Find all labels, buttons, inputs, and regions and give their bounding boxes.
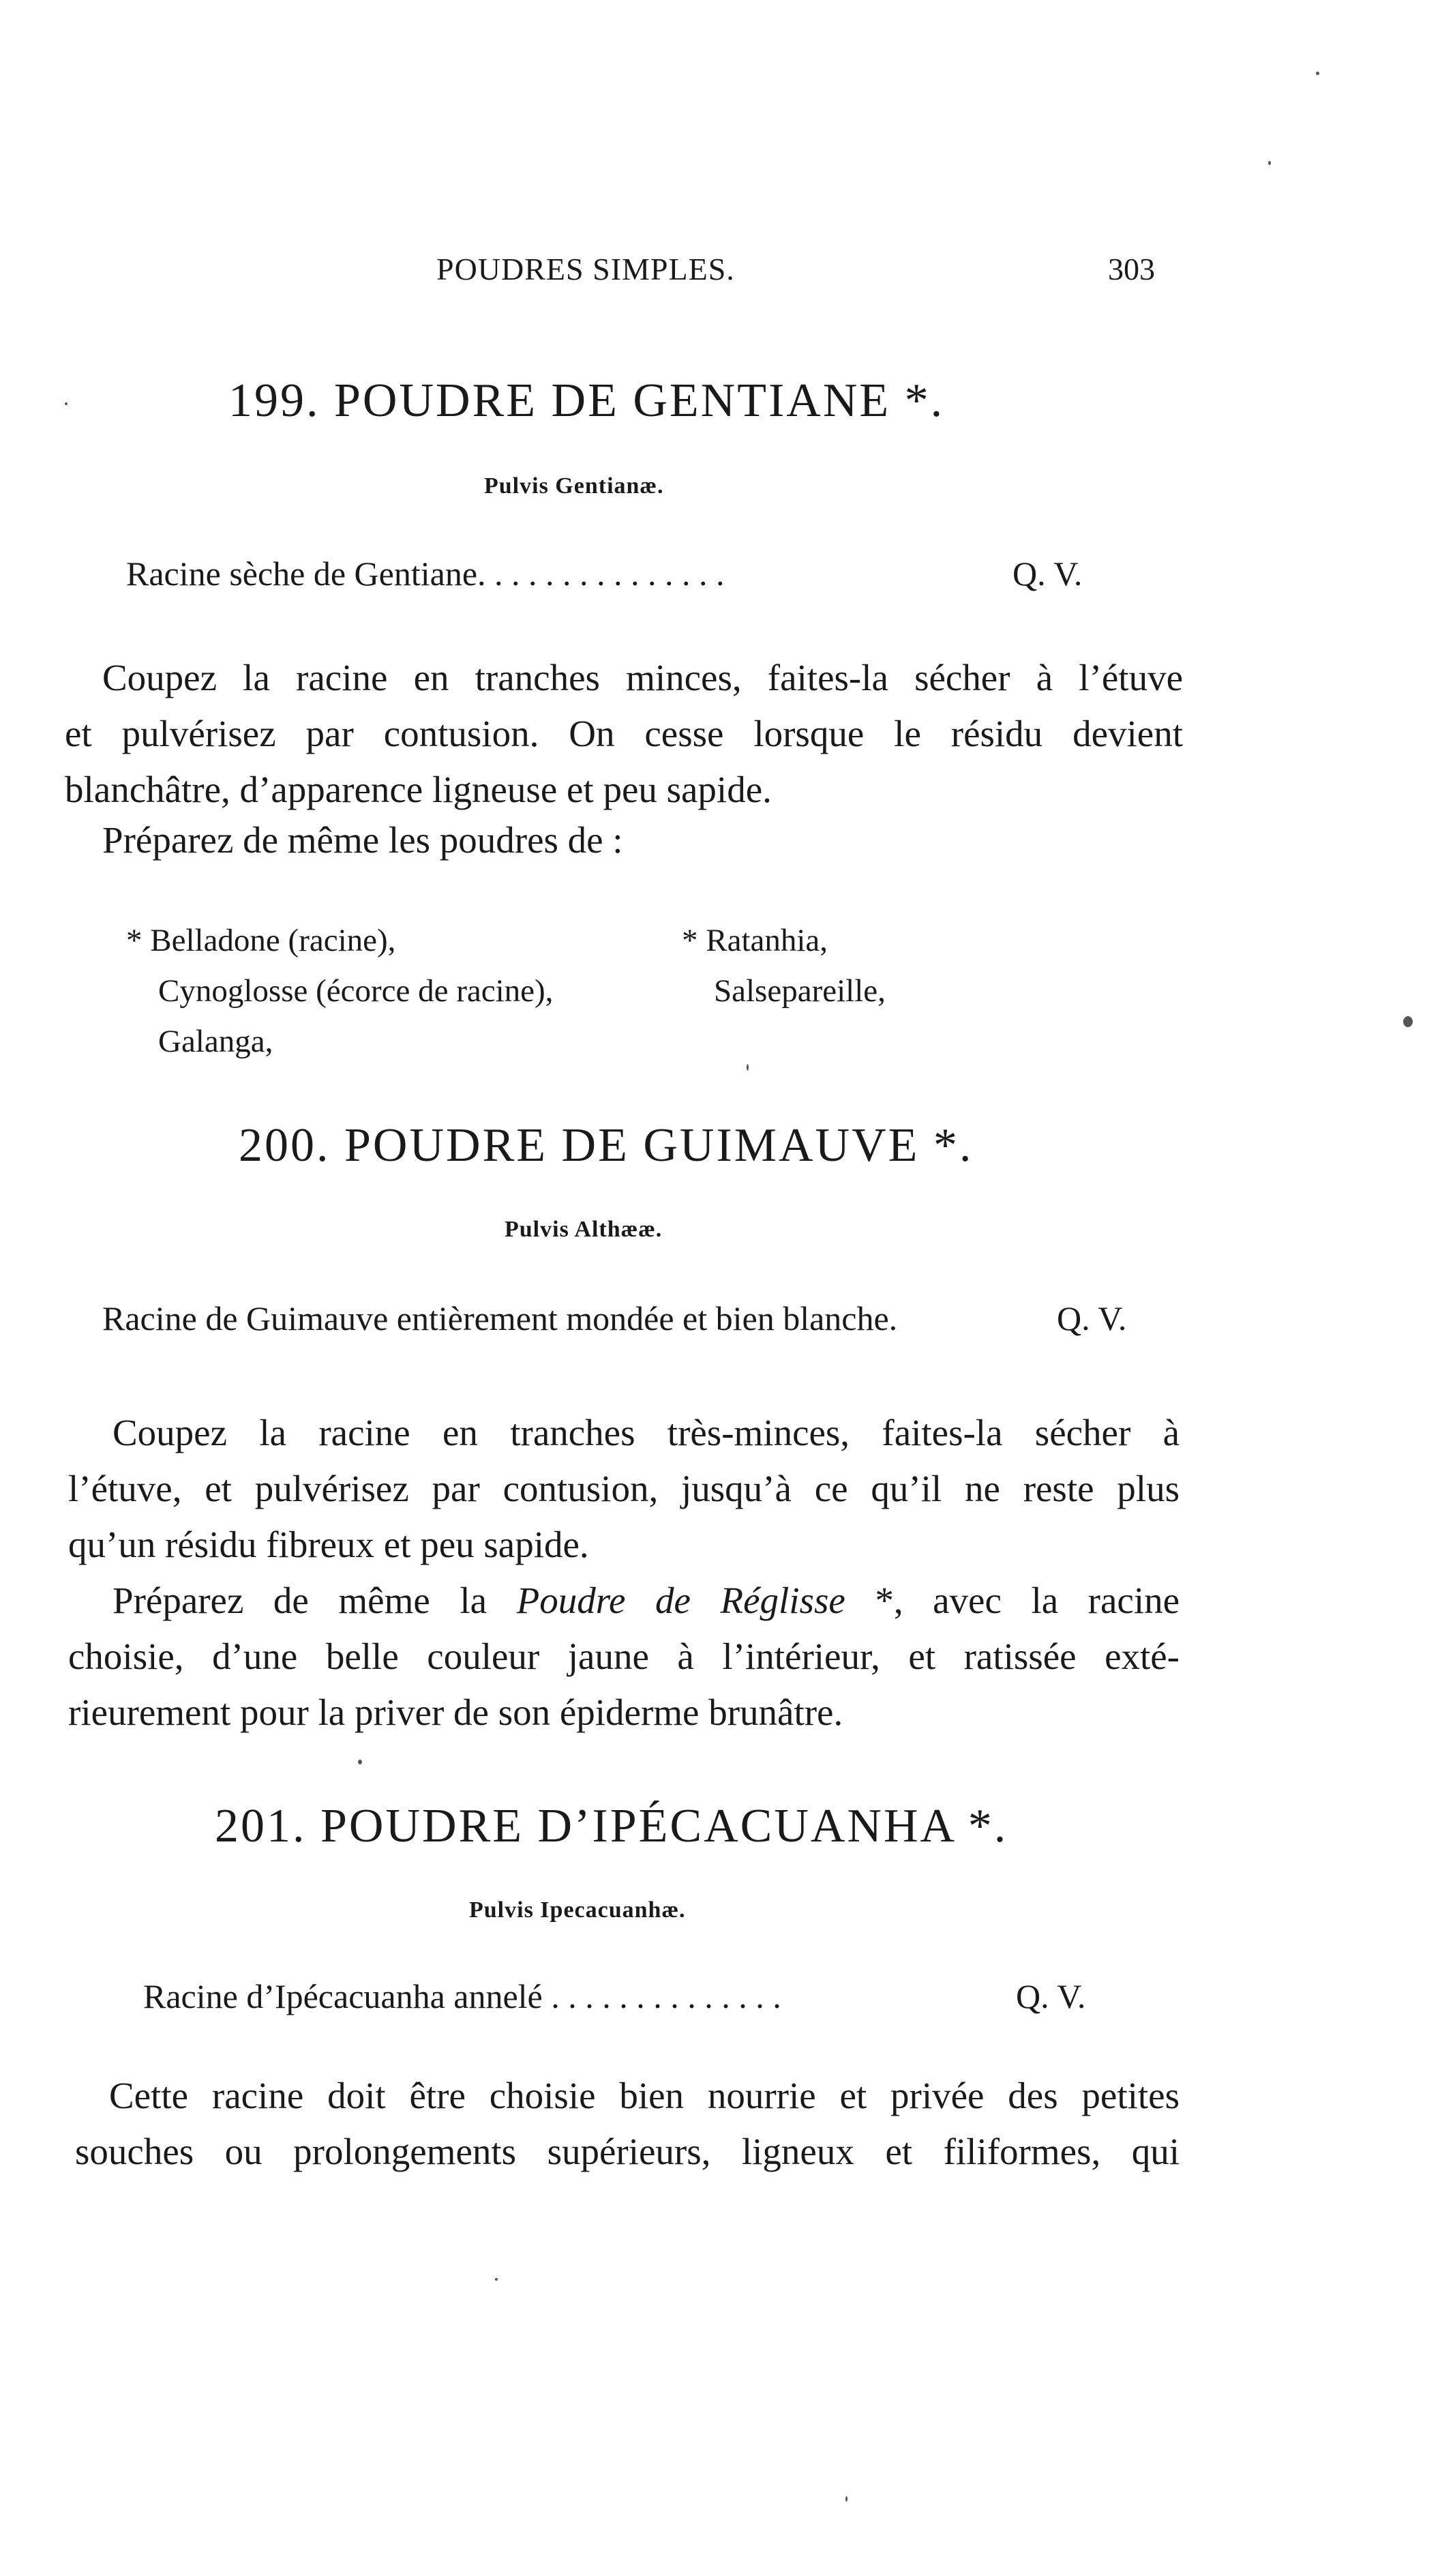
text-line: qu’un résidu fibreux et peu sapide. [68,1524,589,1565]
latin-name-200: Pulvis Althææ. [505,1217,663,1242]
page-number: 303 [1108,252,1155,286]
section-heading-201: 201. POUDRE D’IPÉCACUANHA *. [215,1800,1008,1852]
text-line: souches ou prolongements supérieurs, ligneux et filiformes, qui [75,2131,1180,2172]
list-item: Cynoglosse (écorce de racine), [158,973,554,1009]
list-item: * Belladone (racine), [126,923,396,958]
paragraph-200-2 [68,1573,1180,1741]
text-line: choisie, d’une belle couleur jaune à l’intérieur, et ratissée exté- [68,1635,1180,1677]
latin-name-199: Pulvis Gentianæ. [484,473,664,499]
poudre-de-reglisse-italic: Poudre de Réglisse [516,1580,845,1621]
list-item: * Ratanhia, [682,923,828,958]
quantity-200: Q. V. [1057,1299,1127,1337]
scan-speck [1268,161,1271,165]
scan-speck [1403,1016,1413,1027]
text-run: *, avec la racine [875,1580,1180,1621]
list-item: Galanga, [158,1024,273,1059]
text-line [68,1573,1180,1629]
ingredient-line-200: Racine de Guimauve entièrement mondée et bien blanche. [102,1299,898,1337]
paragraph-201-1 [75,2068,1180,2180]
running-title: POUDRES SIMPLES. [436,252,735,286]
text-line: rieurement pour la priver de son épiderme brunâtre. [68,1691,843,1733]
text-line: blanchâtre, d’apparence ligneuse et peu sapide. [65,769,772,810]
quantity-199: Q. V. [1012,554,1083,593]
text-run: Préparez de même la [112,1580,487,1621]
ingredient-line-199: Racine sèche de Gentiane. . . . . . . . . . . . . . . [126,554,725,593]
latin-name-201: Pulvis Ipecacuanhæ. [469,1897,686,1923]
paragraph-199-1 [65,650,1183,818]
text-line: Cette racine doit être choisie bien nourrie et privée des petites [109,2075,1180,2116]
scan-speck [747,1064,749,1071]
text-line: Coupez la racine en tranches très-minces, faites-la sécher à [112,1412,1180,1453]
scan-speck [845,2496,847,2502]
text-line: l’étuve, et pulvérisez par contusion, jusqu’à ce qu’il ne reste plus [68,1468,1180,1509]
paragraph-199-2: Préparez de même les poudres de : [102,819,623,861]
section-heading-199: 199. POUDRE DE GENTIANE *. [228,374,945,427]
ingredient-line-201: Racine d’Ipécacuanha annelé . . . . . . . . . . . . . . [143,1977,781,2015]
section-heading-200: 200. POUDRE DE GUIMAUVE *. [239,1119,974,1172]
list-item: Salsepareille, [714,973,886,1009]
text-line: et pulvérisez par contusion. On cesse lorsque le résidu devient [65,713,1183,754]
scan-speck [1316,72,1319,75]
scan-speck [358,1760,362,1764]
quantity-201: Q. V. [1016,1977,1086,2015]
text-line: Coupez la racine en tranches minces, faites-la sécher à l’étuve [102,657,1183,698]
paragraph-200-1 [68,1405,1180,1573]
scan-speck [495,2278,498,2281]
scan-speck [65,402,68,405]
